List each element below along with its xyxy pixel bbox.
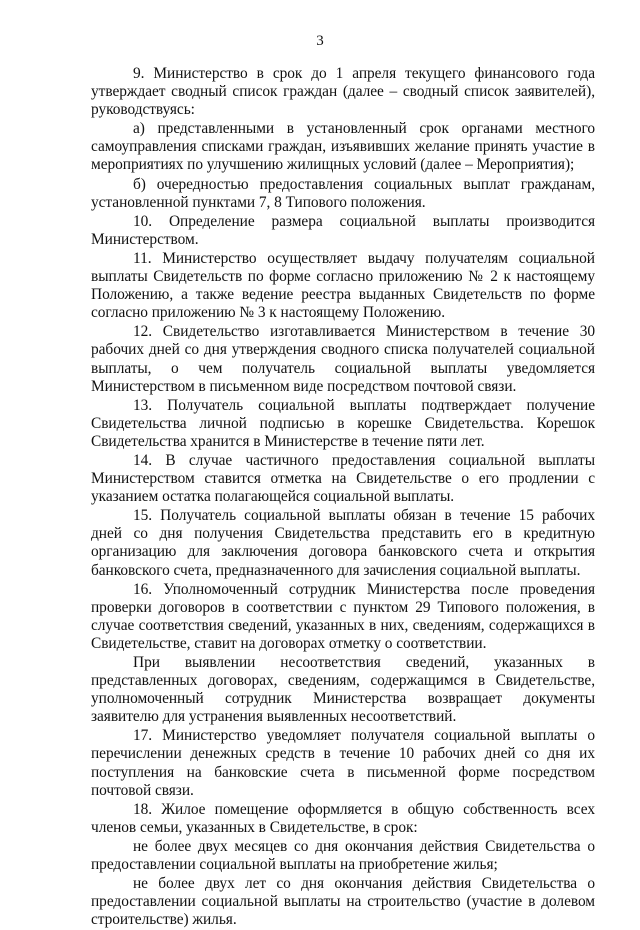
paragraph-16-continuation: При выявлении несоответствия сведений, указанных в представленных договорах, сведениям, содержащимся в Свидетельстве, уполномоченный сотрудник Министерства возвращает документы заявителю для устранения выявленных несоответствий. xyxy=(91,654,595,726)
paragraph-15: 15. Получатель социальной выплаты обязан в течение 15 рабочих дней со дня получения Свидетельства представить его в кредитную организацию для заключения договора банковского счета и открытия банковского счета, предназначенного для зачисления социальной выплаты. xyxy=(91,507,595,579)
paragraph-9b: б) очередностью предоставления социальных выплат гражданам, установленной пунктами 7, 8 Типового положения. xyxy=(91,175,595,211)
paragraph-16: 16. Уполномоченный сотрудник Министерства после проведения проверки договоров в соответствии с пунктом 29 Типового положения, в случае соответствия сведений, указанных в них, сведениям, содержащихся в Свидетельстве, ставит на договорах отметку о соответствии. xyxy=(91,580,595,652)
paragraph-10: 10. Определение размера социальной выплаты производится Министерством. xyxy=(91,212,595,248)
paragraph-18a: не более двух месяцев со дня окончания действия Свидетельства о предоставлении социальной выплаты на приобретение жилья; xyxy=(91,837,595,874)
paragraph-17: 17. Министерство уведомляет получателя социальной выплаты о перечислении денежных средств в течение 10 рабочих дней со дня их поступления на банковские счета в письменной форме посредством почтовой связи. xyxy=(91,727,595,799)
page-number: 3 xyxy=(316,33,324,49)
document-body xyxy=(91,65,595,930)
paragraph-18: 18. Жилое помещение оформляется в общую собственность всех членов семьи, указанных в Свидетельстве, в срок: xyxy=(91,800,595,836)
paragraph-9: 9. Министерство в срок до 1 апреля текущего финансового года утверждает сводный список граждан (далее – сводный список заявителей), руководствуясь: xyxy=(91,65,595,119)
paragraph-18b: не более двух лет со дня окончания действия Свидетельства о предоставлении социальной выплаты на строительство (участие в долевом строительстве) жилья. xyxy=(91,875,595,929)
paragraph-13: 13. Получатель социальной выплаты подтверждает получение Свидетельства личной подписью в корешке Свидетельства. Корешок Свидетельства хранится в Министерстве в течение пяти лет. xyxy=(91,396,595,450)
paragraph-12: 12. Свидетельство изготавливается Министерством в течение 30 рабочих дней со дня утверждения сводного списка получателей социальной выплаты, о чем получатель социальной выплаты уведомляется Министерством в письменном виде посредством почтовой связи. xyxy=(91,323,595,395)
paragraph-9a: а) представленными в установленный срок органами местного самоуправления списками граждан, изъявивших желание принять участие в мероприятиях по улучшению жилищных условий (далее – Мероприятия); xyxy=(91,120,595,174)
paragraph-14: 14. В случае частичного предоставления социальной выплаты Министерством ставится отметка на Свидетельстве о его продлении с указанием остатка полагающейся социальной выплаты. xyxy=(91,451,595,506)
paragraph-11: 11. Министерство осуществляет выдачу получателям социальной выплаты Свидетельств по форме согласно приложению № 2 к настоящему Положению, а также ведение реестра выданных Свидетельств по форме согласно приложению № 3 к настоящему Положению. xyxy=(91,249,595,322)
